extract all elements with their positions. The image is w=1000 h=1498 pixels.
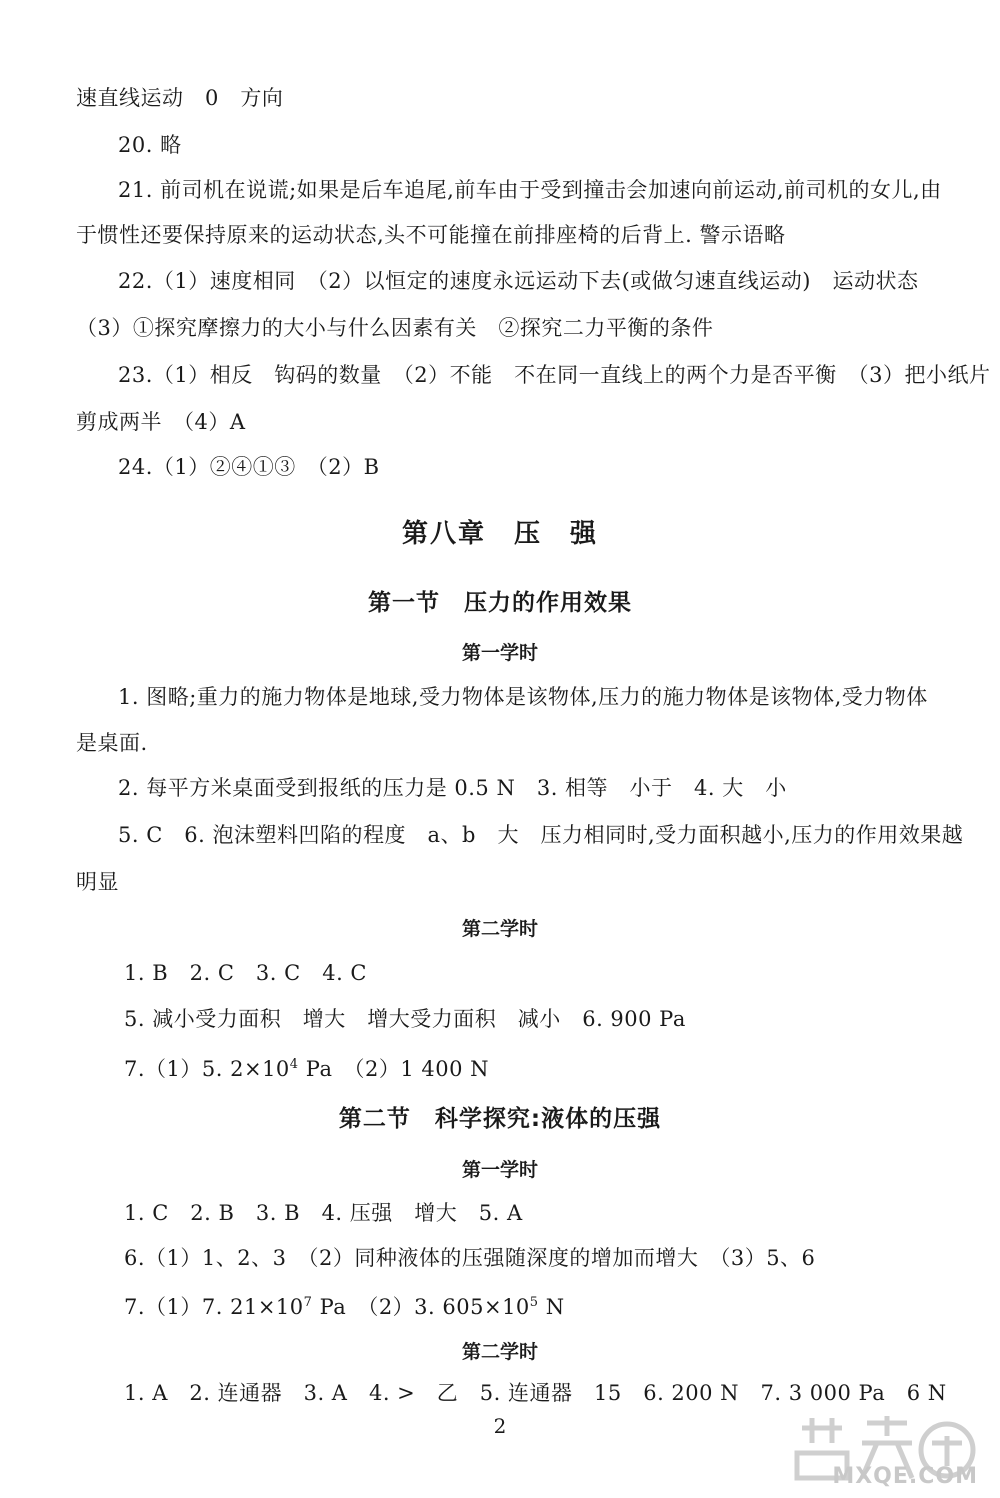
section-title: 第一节 压力的作用效果 [368, 590, 632, 616]
exponent: 4 [289, 1057, 299, 1072]
text-line: 24.（1）②④①③ （2）B [118, 455, 380, 479]
text-segment: Pa （2）1 400 N [298, 1057, 489, 1081]
text-line: 20. 略 [118, 133, 182, 157]
lesson-heading: 第二学时 [461, 1341, 538, 1363]
text-segment: N [538, 1295, 565, 1319]
exponent: 7 [303, 1295, 313, 1310]
text-line: （3）①探究摩擦力的大小与什么因素有关 ②探究二力平衡的条件 [76, 316, 714, 340]
text-segment: 7.（1）7. 21×10 [124, 1295, 304, 1319]
text-line: 是桌面. [76, 731, 148, 755]
lesson-heading: 第一学时 [461, 642, 538, 664]
text-line: 1. B 2. C 3. C 4. C [124, 961, 367, 985]
text-line [124, 1050, 489, 1084]
text-line: 明显 [76, 870, 119, 894]
text-line: 22.（1）速度相同 （2）以恒定的速度永远运动下去(或做匀速直线运动) 运动状态 [118, 269, 919, 293]
text-line: 剪成两半 （4）A [76, 410, 246, 434]
lesson-heading: 第一学时 [461, 1159, 538, 1181]
text-line: 速直线运动 0 方向 [76, 86, 284, 110]
text-line: 6.（1）1、2、3 （2）同种液体的压强随深度的增加而增大 （3）5、6 [124, 1246, 816, 1270]
text-line: 1. A 2. 连通器 3. A 4. > 乙 5. 连通器 15 6. 200 N 7. 3 000 Pa 6 N [124, 1381, 947, 1405]
chapter-title: 第八章 压 强 [401, 519, 598, 549]
text-line: 1. 图略;重力的施力物体是地球,受力物体是该物体,压力的施力物体是该物体,受力物体 [118, 685, 928, 709]
section-title: 第二节 科学探究:液体的压强 [338, 1106, 662, 1132]
page-number: 2 [493, 1414, 507, 1438]
text-line: 5. C 6. 泡沫塑料凹陷的程度 a、b 大 压力相同时,受力面积越小,压力的作用效果越 [118, 823, 964, 847]
lesson-heading: 第二学时 [461, 918, 538, 940]
text-line: 21. 前司机在说谎;如果是后车追尾,前车由于受到撞击会加速向前运动,前司机的女儿,由 [118, 178, 942, 202]
exponent: 5 [529, 1295, 539, 1310]
text-line: 5. 减小受力面积 增大 增大受力面积 减小 6. 900 Pa [124, 1007, 686, 1031]
text-line: 23.（1）相反 钩码的数量 （2）不能 不在同一直线上的两个力是否平衡 （3）把小纸片 [118, 363, 991, 387]
text-line: 2. 每平方米桌面受到报纸的压力是 0.5 N 3. 相等 小于 4. 大 小 [118, 776, 787, 800]
text-segment: 7.（1）5. 2×10 [124, 1057, 290, 1081]
text-line [124, 1288, 565, 1322]
text-segment: Pa （2）3. 605×10 [312, 1295, 530, 1319]
watermark-text: MXQE.COM [832, 1464, 978, 1489]
text-line: 于惯性还要保持原来的运动状态,头不可能撞在前排座椅的后背上. 警示语略 [76, 223, 786, 247]
text-line: 1. C 2. B 3. B 4. 压强 增大 5. A [124, 1201, 523, 1225]
